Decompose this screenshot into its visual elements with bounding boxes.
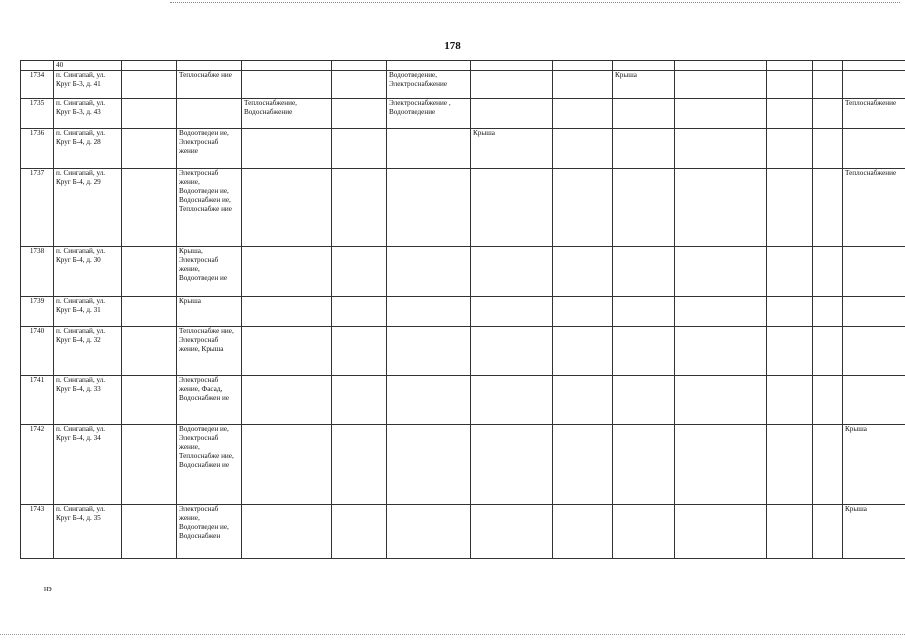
work-cell (843, 247, 905, 297)
work-cell (177, 99, 242, 129)
work-cell (471, 505, 553, 559)
work-cell: Водоотведен ие, Электроснаб жение (177, 129, 242, 169)
work-cell (471, 376, 553, 425)
work-cell (471, 169, 553, 247)
table-row (21, 71, 905, 99)
scan-edge-bottom (0, 634, 905, 635)
address-cell: п. Сингапай, ул. Круг Б-4, д. 32 (54, 327, 122, 376)
work-cell: Водоотведен ие, Электроснаб жение, Теплоснабже ние, Водоснабжен ие (177, 425, 242, 505)
table-row (21, 327, 905, 376)
work-cell (387, 297, 471, 327)
work-cell (242, 327, 332, 376)
work-cell: Электроснаб жение, Водоотведен ие, Водоснабжен ие, Теплоснабже ние (177, 169, 242, 247)
address-cell: п. Сингапай, ул. Круг Б-4, д. 35 (54, 505, 122, 559)
work-cell: Крыша, Электроснаб жение, Водоотведен ие (177, 247, 242, 297)
work-cell (387, 327, 471, 376)
address-cell: п. Сингапай, ул. Круг Б-4, д. 34 (54, 425, 122, 505)
work-cell: Крыша (177, 297, 242, 327)
work-cell (242, 71, 332, 99)
row-number: 1743 (21, 505, 54, 559)
work-cell (843, 71, 905, 99)
work-cell (387, 425, 471, 505)
table-row-continuation (21, 61, 905, 71)
work-cell (613, 297, 675, 327)
work-cell (613, 169, 675, 247)
row-number: 1737 (21, 169, 54, 247)
work-cell (843, 129, 905, 169)
table-row (21, 297, 905, 327)
work-cell (387, 505, 471, 559)
work-cell: Теплоснабже ние (177, 71, 242, 99)
work-cell (242, 505, 332, 559)
document-table (20, 60, 905, 559)
address-cell: п. Сингапай, ул. Круг Б-4, д. 29 (54, 169, 122, 247)
work-cell: Электроснаб жение, Фасад, Водоснабжен ие (177, 376, 242, 425)
work-cell (471, 71, 553, 99)
work-cell (471, 327, 553, 376)
work-cell (242, 425, 332, 505)
work-cell (242, 376, 332, 425)
table-row (21, 425, 905, 505)
work-cell: Теплоснабжение (843, 169, 905, 247)
work-cell (387, 376, 471, 425)
work-cell (387, 169, 471, 247)
work-cell: Крыша (843, 505, 905, 559)
footer-mark: нэ (44, 584, 52, 593)
work-cell (613, 247, 675, 297)
address-cell: п. Сингапай, ул. Круг Б-4, д. 33 (54, 376, 122, 425)
scan-edge-top (170, 2, 900, 3)
page-number: 178 (444, 40, 461, 52)
work-cell (613, 425, 675, 505)
work-cell (613, 376, 675, 425)
work-cell: Теплоснабжение, Водоснабжение (242, 99, 332, 129)
row-number: 1735 (21, 99, 54, 129)
address-cell: п. Сингапай, ул. Круг Б-3, д. 41 (54, 71, 122, 99)
table-row (21, 129, 905, 169)
work-cell: Электроснабжение , Водоотведение (387, 99, 471, 129)
work-cell (242, 297, 332, 327)
table-row (21, 376, 905, 425)
table-row (21, 169, 905, 247)
work-cell (613, 99, 675, 129)
row-number: 1742 (21, 425, 54, 505)
work-cell (242, 169, 332, 247)
work-cell (613, 505, 675, 559)
row-number: 1740 (21, 327, 54, 376)
work-cell (387, 129, 471, 169)
work-cell: Крыша (613, 71, 675, 99)
row-number: 1739 (21, 297, 54, 327)
work-cell: Теплоснабже ние, Электроснаб жение, Крыша (177, 327, 242, 376)
work-cell: Водоотведение, Электроснабжение (387, 71, 471, 99)
work-cell: Крыша (843, 425, 905, 505)
work-cell (471, 297, 553, 327)
address-cell: п. Сингапай, ул. Круг Б-3, д. 43 (54, 99, 122, 129)
work-cell (843, 376, 905, 425)
table-row (21, 99, 905, 129)
work-cell (242, 247, 332, 297)
work-cell (471, 247, 553, 297)
work-cell (843, 327, 905, 376)
table-row (21, 505, 905, 559)
row-number: 1736 (21, 129, 54, 169)
work-cell: Крыша (471, 129, 553, 169)
row-number: 1734 (21, 71, 54, 99)
row-number: 1738 (21, 247, 54, 297)
work-cell (387, 247, 471, 297)
address-cell: 40 (54, 61, 122, 71)
address-cell: п. Сингапай, ул. Круг Б-4, д. 28 (54, 129, 122, 169)
work-cell: Электроснаб жение, Водоотведен ие, Водоснабжен (177, 505, 242, 559)
address-cell: п. Сингапай, ул. Круг Б-4, д. 31 (54, 297, 122, 327)
work-cell (471, 99, 553, 129)
work-cell (843, 297, 905, 327)
work-cell (613, 327, 675, 376)
address-cell: п. Сингапай, ул. Круг Б-4, д. 30 (54, 247, 122, 297)
work-cell (242, 129, 332, 169)
work-cell (471, 425, 553, 505)
row-number: 1741 (21, 376, 54, 425)
table-row (21, 247, 905, 297)
work-cell (613, 129, 675, 169)
work-cell: Теплоснабжение (843, 99, 905, 129)
